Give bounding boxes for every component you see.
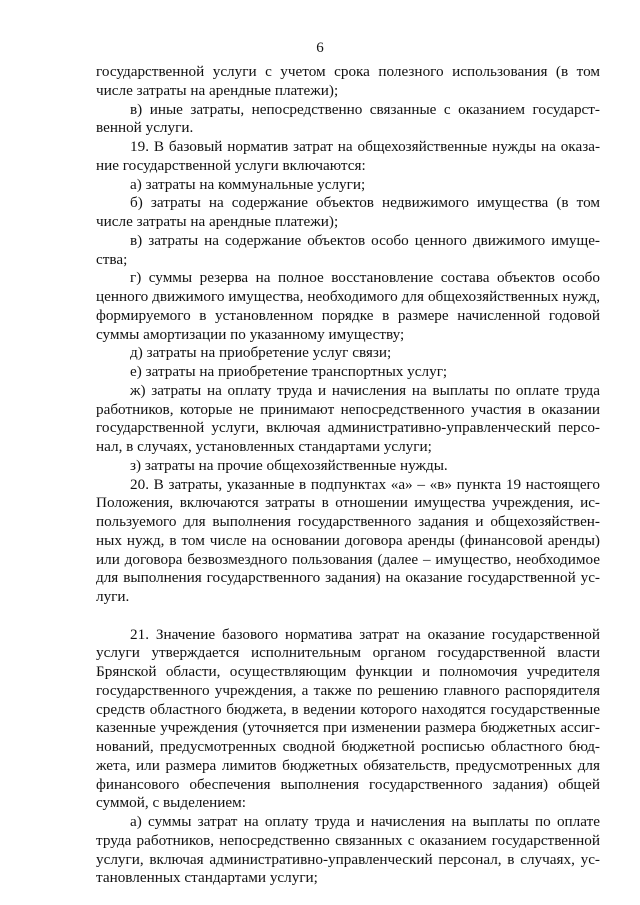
text-line: а) затраты на коммунальные услуги; (130, 175, 366, 193)
text-line: д) затраты на приобретение услуг связи; (130, 344, 392, 362)
text-line: нований, предусмотренных сводной бюджетной росписью областного бюд- (96, 738, 600, 755)
text-line: государственного учреждения, а также по решению главного распорядителя (96, 681, 600, 699)
text-line: услуги утверждается исполнительным органом государственной власти (96, 644, 600, 662)
text-line: тановленных стандартами услуги; (96, 869, 318, 887)
text-line: з) затраты на прочие общехозяйственные нужды. (130, 456, 448, 474)
text-line: в) затраты на содержание объектов особо ценного движимого имуще- (130, 231, 600, 249)
text-line: финансового обеспечения выполнения государственного задания) общей (96, 775, 600, 793)
text-line: Брянской области, осуществляющим функции и полномочия учредителя (96, 663, 600, 680)
text-line: формируемого в установленном порядке в размере начисленной годовой (96, 306, 600, 324)
text-line: средств областного бюджета, в ведении которого находятся государственные (96, 700, 600, 718)
text-line (96, 607, 600, 626)
text-line: суммы амортизации по указанному имуществу; (96, 325, 405, 343)
text-line: числе затраты на арендные платежи); (96, 81, 339, 99)
text-line: ние государственной услуги включаются: (96, 156, 366, 174)
text-line: г) суммы резерва на полное восстановление состава объектов особо (130, 269, 600, 287)
text-line: 20. В затраты, указанные в подпунктах «а» – «в» пункта 19 настоящего (130, 475, 600, 493)
text-line: ства; (96, 250, 128, 268)
text-line: б) затраты на содержание объектов недвижимого имущества (в том (130, 194, 600, 212)
text-line: или договора безвозмездного пользования (далее – имущество, необходимое (96, 550, 600, 568)
text-line: для выполнения государственного задания) на оказание государственной ус- (96, 569, 600, 587)
text-line: казенные учреждения (уточняется при изменении размера бюджетных ассиг- (96, 719, 600, 737)
text-line: ценного движимого имущества, необходимого для общехозяйственных нужд, (96, 288, 600, 305)
text-line: в) иные затраты, непосредственно связанные с оказанием государст- (130, 100, 600, 118)
text-line: Положения, включаются затраты в отношении имущества учреждения, ис- (96, 494, 600, 512)
text-line: числе затраты на арендные платежи); (96, 213, 339, 230)
text-line: а) суммы затрат на оплату труда и начисления на выплаты по оплате (130, 813, 600, 830)
page-number: 6 (316, 40, 324, 56)
text-line: суммой, с выделением: (96, 794, 246, 812)
text-line: е) затраты на приобретение транспортных услуг; (130, 363, 448, 380)
text-line: пользуемого для выполнения государственного задания и общехозяйствен- (96, 513, 600, 530)
text-line: 19. В базовый норматив затрат на общехозяйственные нужды на оказа- (130, 138, 600, 155)
text-line: ж) затраты на оплату труда и начисления на выплаты по оплате труда (130, 381, 600, 399)
text-line: труда работников, непосредственно связанных с оказанием государственной (96, 831, 600, 849)
text-line: ных нужд, в том числе на основании договора аренды (финансовой аренды) (96, 531, 600, 549)
text-line: услуги, включая административно-управленческий персонал, в случаях, ус- (96, 850, 600, 868)
text-line: жета, или размера лимитов бюджетных обязательств, предусмотренных для (96, 756, 600, 774)
text-line: луги. (96, 588, 130, 605)
text-line: государственной услуги с учетом срока полезного использования (в том (96, 63, 600, 80)
text-line: государственной услуги, включая административно-управленческий персо- (96, 419, 600, 437)
text-line: венной услуги. (96, 119, 194, 137)
text-line: нал, в случаях, установленных стандартами услуги; (96, 438, 432, 455)
text-line: 21. Значение базового норматива затрат на оказание государственной (130, 625, 600, 643)
document-body (96, 63, 600, 888)
text-line: работников, которые не принимают непосредственного участия в оказании (96, 400, 600, 418)
